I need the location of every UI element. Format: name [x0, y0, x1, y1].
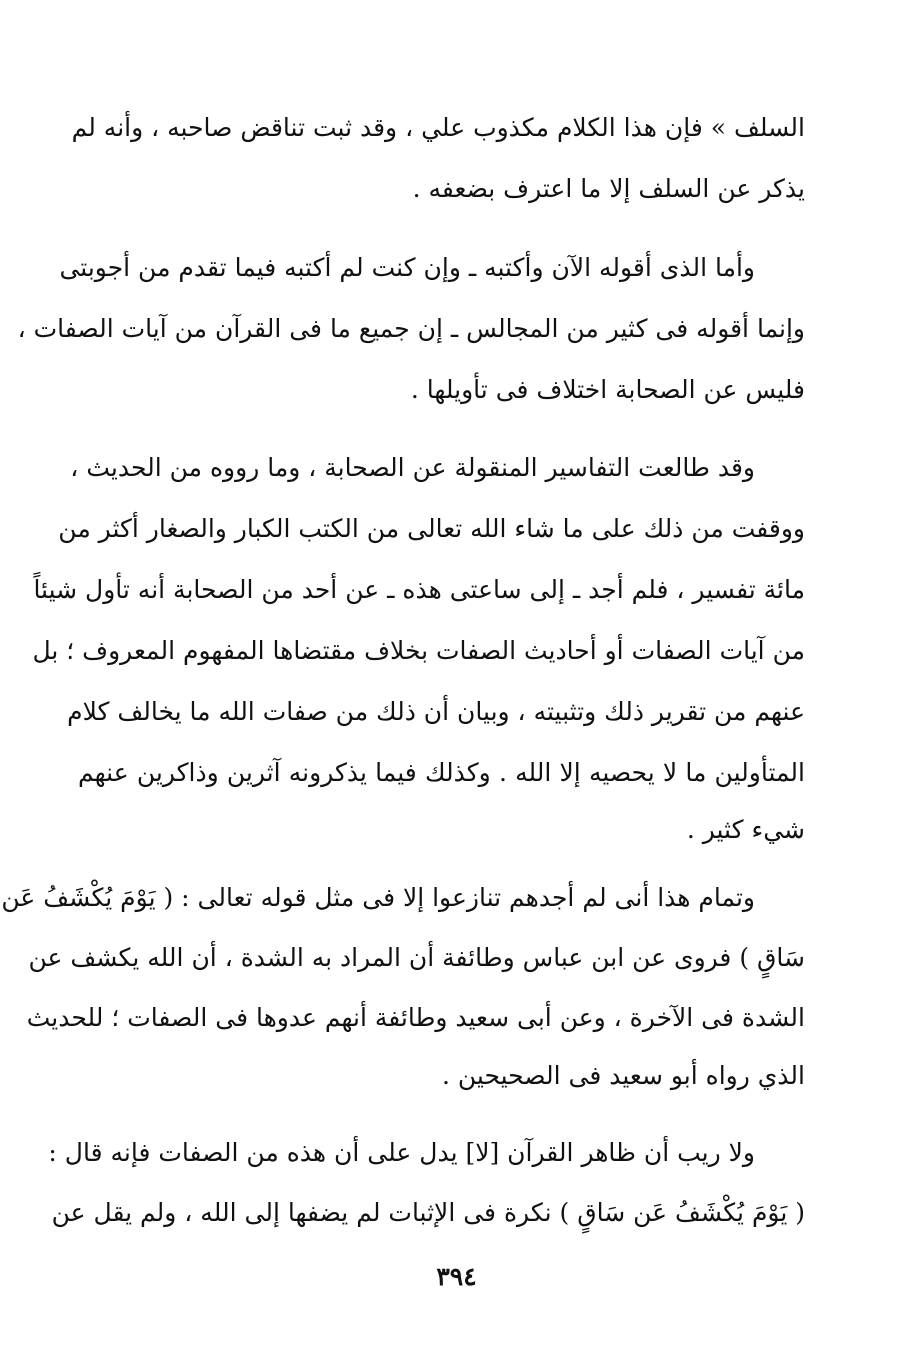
text-line: شيء كثير .	[686, 815, 805, 844]
text-line: مائة تفسير ، فلم أجد ـ إلى ساعتى هذه ـ عن أحد من الصحابة أنه تأول شيئاً	[33, 575, 805, 604]
text-line: الشدة فى الآخرة ، وعن أبى سعيد وطائفة أنهم عدوها فى الصفات ؛ للحديث	[26, 1003, 805, 1032]
text-line: فليس عن الصحابة اختلاف فى تأويلها .	[410, 375, 805, 404]
text-line: الذي رواه أبو سعيد فى الصحيحين .	[442, 1061, 805, 1090]
text-line: ولا ريب أن ظاهر القرآن [لا] يدل على أن هذه من الصفات فإنه قال :	[48, 1138, 755, 1167]
text-line: وإنما أقوله فى كثير من المجالس ـ إن جميع ما فى القرآن من آيات الصفات ،	[17, 314, 805, 343]
text-line: يذكر عن السلف إلا ما اعترف بضعفه .	[412, 174, 805, 203]
text-line: وأما الذى أقوله الآن وأكتبه ـ وإن كنت لم أكتبه فيما تقدم من أجوبتى	[59, 253, 755, 282]
text-line: عنهم من تقرير ذلك وتثبيته ، وبيان أن ذلك من صفات الله ما يخالف كلام	[67, 697, 805, 726]
text-line: ( يَوْمَ يُكْشَفُ عَن سَاقٍ ) نكرة فى الإثبات لم يضفها إلى الله ، ولم يقل عن	[51, 1198, 805, 1227]
text-line: من آيات الصفات أو أحاديث الصفات بخلاف مقتضاها المفهوم المعروف ؛ بل	[32, 636, 805, 665]
text-line: السلف » فإن هذا الكلام مكذوب علي ، وقد ثبت تناقض صاحبه ، وأنه لم	[71, 113, 805, 142]
text-line: ووقفت من ذلك على ما شاء الله تعالى من الكتب الكبار والصغار أكثر من	[58, 514, 805, 543]
text-line: سَاقٍ ) فروى عن ابن عباس وطائفة أن المراد به الشدة ، أن الله يكشف عن	[28, 943, 805, 972]
text-line: وقد طالعت التفاسير المنقولة عن الصحابة ، وما رووه من الحديث ،	[70, 453, 755, 482]
text-line: المتأولين ما لا يحصيه إلا الله . وكذلك فيما يذكرونه آثرين وذاكرين عنهم	[78, 758, 805, 787]
text-line: وتمام هذا أنى لم أجدهم تنازعوا إلا فى مثل قوله تعالى : ( يَوْمَ يُكْشَفُ عَن	[1, 883, 755, 912]
page-number: ٣٩٤	[436, 1262, 477, 1291]
